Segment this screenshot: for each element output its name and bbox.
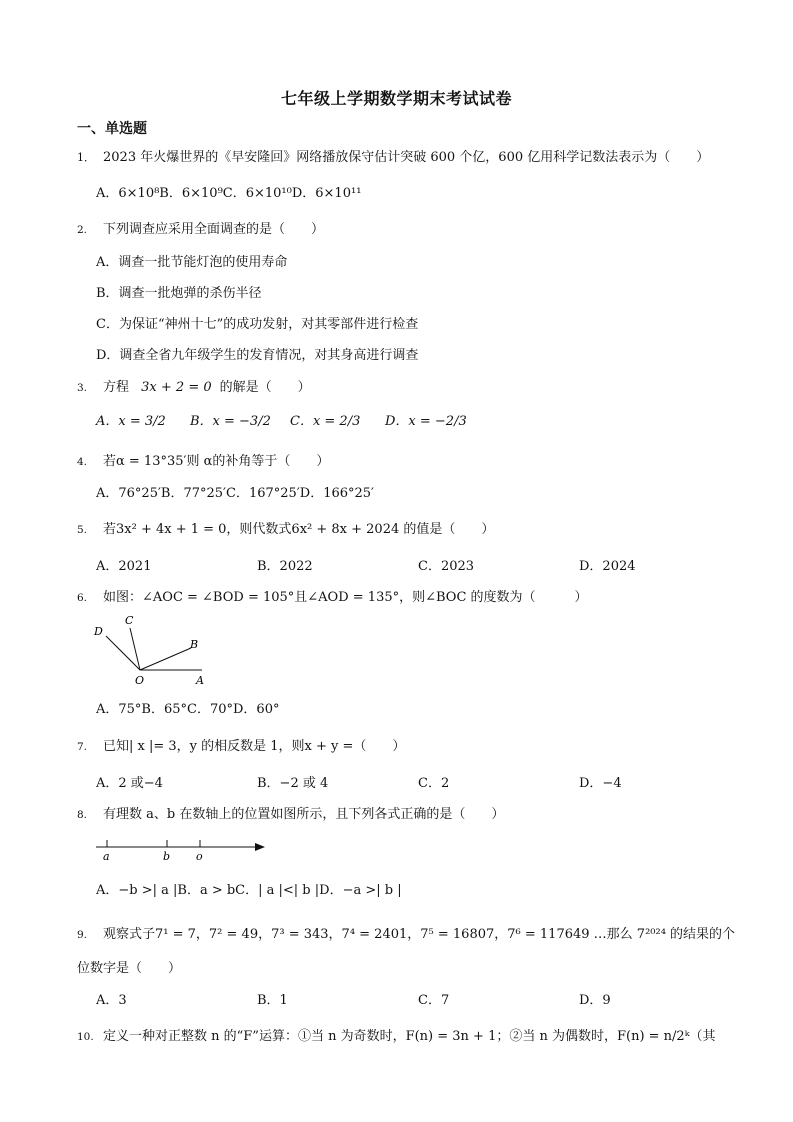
question-number: 6.: [77, 592, 88, 604]
question-5-option-a: A．2021: [96, 559, 152, 574]
question-number: 1．: [77, 151, 95, 164]
question-3-option-d: D．x = −2/3: [385, 414, 467, 429]
question-7-option-c: C．2: [418, 776, 450, 791]
question-number: 8.: [77, 809, 88, 821]
number-line-arrow: [255, 843, 265, 851]
question-number: 5.: [77, 524, 88, 536]
question-1-options: A．6×10⁸B．6×10⁹C．6×10¹⁰D．6×10¹¹: [96, 186, 362, 201]
question-8-options: A．−b >| a |B．a > bC．| a |<| b |D．−a >| b |: [96, 883, 402, 898]
angle-figure: [90, 612, 220, 688]
question-1: [77, 146, 709, 165]
page-title: 七年级上学期数学期末考试试卷: [280, 89, 512, 108]
question-5-option-d: D．2024: [579, 559, 636, 574]
label-b: B: [190, 638, 199, 651]
question-equation: 3x + 2 = 0: [141, 380, 212, 395]
label-o: o: [196, 850, 203, 863]
question-9-option-c: C．7: [418, 993, 450, 1008]
ray-oc: [130, 628, 140, 670]
question-number: 3.: [77, 382, 88, 394]
question-number: 7.: [77, 741, 88, 753]
question-3-option-a: A．x = 3/2: [96, 414, 166, 429]
question-9-option-a: A．3: [96, 993, 127, 1008]
question-9-option-d: D．9: [579, 993, 611, 1008]
question-stem: 观察式子7¹ = 7，7² = 49，7³ = 343，7⁴ = 2401，7⁵ = 16807，7⁶ = 117649 …那么 7²⁰²⁴ 的结果的个: [103, 927, 736, 942]
ray-od: [106, 636, 140, 670]
question-2-option-a: A．调查一批节能灯泡的使用寿命: [96, 255, 288, 270]
question-2: [77, 218, 324, 237]
question-stem: 如图：∠AOC = ∠BOD = 105°且∠AOD = 135°，则∠BOC 的度数为（ ）: [103, 590, 588, 605]
question-stem: 下列调查应采用全面调查的是（ ）: [103, 222, 325, 237]
question-6-options: A．75°B．65°C．70°D．60°: [96, 702, 280, 717]
question-9: [77, 923, 735, 942]
label-a: a: [103, 850, 110, 863]
question-stem: 若3x² + 4x + 1 = 0，则代数式6x² + 8x + 2024 的值是（ ）: [103, 522, 495, 537]
question-stem: 2023 年火爆世界的《早安隆回》网络播放保守估计突破 600 个亿，600 亿用科学记数法表示为（ ）: [103, 150, 710, 165]
label-b: b: [163, 850, 171, 863]
question-2-option-b: B．调查一批炮弹的杀伤半径: [96, 286, 262, 301]
label-a: A: [196, 674, 204, 687]
label-c: C: [125, 614, 134, 627]
question-9-line2: 位数字是（ ）: [77, 961, 182, 976]
question-3: [77, 376, 311, 395]
question-7-option-d: D．−4: [579, 776, 622, 791]
question-2-option-d: D．调查全省九年级学生的发育情况，对其身高进行调查: [96, 348, 419, 363]
question-5-option-b: B．2022: [257, 559, 313, 574]
question-stem-prefix: 方程: [103, 380, 130, 395]
question-number: 4.: [77, 456, 88, 468]
label-d: D: [94, 625, 103, 638]
question-10: [77, 1025, 715, 1044]
question-4: [77, 450, 329, 469]
question-stem: 有理数 a、b 在数轴上的位置如图所示，且下列各式正确的是（ ）: [103, 807, 505, 822]
question-9-option-b: B．1: [257, 993, 288, 1008]
question-stem: 定义一种对正整数 n 的“F”运算：①当 n 为奇数时，F(n) = 3n + 1；②当 n 为偶数时，F(n) = n/2ᵏ（其: [103, 1029, 716, 1044]
question-number: 9.: [77, 929, 88, 941]
question-5-option-c: C．2023: [418, 559, 475, 574]
question-6: [77, 586, 588, 605]
question-number: 10.: [77, 1031, 94, 1043]
question-7-option-b: B．−2 或 4: [257, 776, 329, 791]
ray-ob: [140, 648, 191, 670]
question-number: 2.: [77, 224, 88, 236]
question-stem-suffix: 的解是（ ）: [219, 380, 311, 395]
question-stem: 若α = 13°35′则 α的补角等于（ ）: [103, 454, 330, 469]
question-3-option-c: C．x = 2/3: [290, 414, 361, 429]
question-7-option-a: A．2 或−4: [96, 776, 163, 791]
question-7: [77, 735, 405, 754]
question-8: [77, 803, 504, 822]
question-2-option-c: C．为保证“神州十七”的成功发射，对其零部件进行检查: [96, 317, 419, 332]
question-4-options: A．76°25′B．77°25′C．167°25′D．166°25′: [96, 486, 374, 501]
section-title: 一、单选题: [77, 121, 147, 137]
question-3-option-b: B．x = −3/2: [190, 414, 271, 429]
number-line-figure: [92, 834, 272, 864]
label-o: O: [135, 674, 145, 687]
question-stem: 已知| x |= 3，y 的相反数是 1，则x + y =（ ）: [103, 739, 406, 754]
question-5: [77, 518, 494, 537]
